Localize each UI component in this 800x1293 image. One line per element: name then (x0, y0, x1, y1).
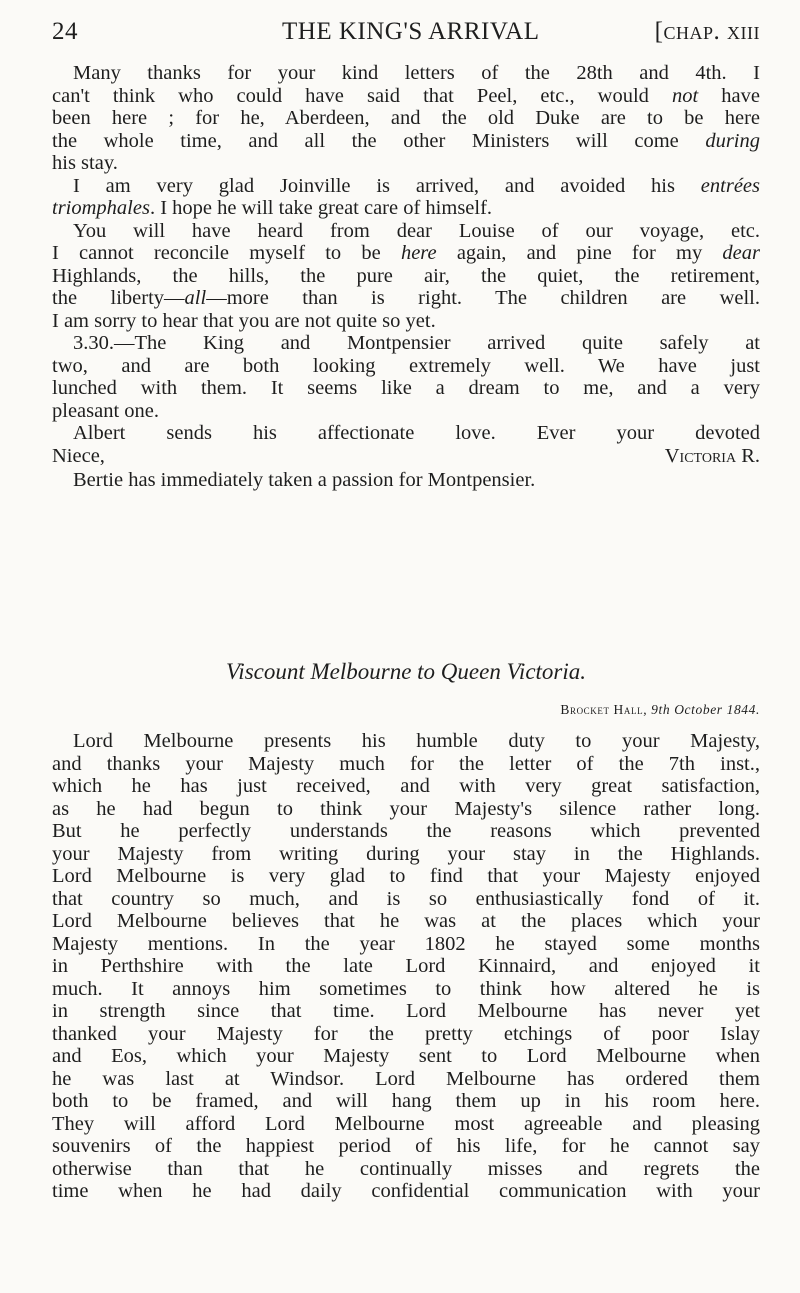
text-run: both to be framed, and will hang them up in his room here. (52, 1090, 760, 1112)
dateline-place: Brocket Hall, (560, 702, 648, 717)
text-run: —more than is right. The children are well. (206, 287, 760, 309)
text-run: the whole time, and all the other Ministers will come (52, 129, 706, 152)
text-line (52, 197, 760, 220)
text-run: been here ; for he, Aberdeen, and the old Duke are to be here (52, 107, 760, 129)
text-line (52, 175, 760, 198)
chapter-label: [chap. xiii (654, 18, 760, 45)
page-number: 24 (52, 18, 78, 45)
italic-text: not (672, 84, 699, 107)
text-run: souvenirs of the happiest period of his life, for he cannot say (52, 1135, 760, 1157)
text-line (52, 130, 760, 153)
closing-line (52, 445, 760, 468)
italic-text: triomphales (52, 197, 150, 219)
text-run: I cannot reconcile myself to be (52, 242, 401, 264)
text-line (52, 62, 760, 85)
text-run: he was last at Windsor. Lord Melbourne has ordered them (52, 1067, 760, 1090)
text-run: Lord Melbourne believes that he was at the places which your (52, 910, 760, 932)
text-line (52, 1090, 760, 1113)
signature: Victoria R. (664, 444, 760, 467)
text-run: which he has just received, and with very great satisfaction, (52, 775, 760, 797)
text-line (52, 1068, 760, 1091)
text-run: otherwise than that he continually misses and regrets the (52, 1157, 760, 1180)
text-run: You will have heard from dear Louise of our voyage, etc. (73, 219, 760, 242)
text-line (52, 152, 760, 175)
text-run: I am very glad Joinville is arrived, and avoided his (73, 174, 701, 197)
text-run: can't think who could have said that Peel, etc., would (52, 84, 672, 107)
text-run: your Majesty from writing during your stay in the Highlands. (52, 842, 760, 865)
text-run: They will afford Lord Melbourne most agreeable and pleasing (52, 1112, 760, 1135)
text-line (52, 843, 760, 866)
text-run: his stay. (52, 152, 118, 174)
text-line (52, 933, 760, 956)
text-line (52, 265, 760, 288)
text-line (52, 377, 760, 400)
letter-title: Viscount Melbourne to Queen Victoria. (225, 659, 587, 684)
text-run: and thanks your Majesty much for the letter of the 7th inst., (52, 752, 760, 775)
text-run: that country so much, and is so enthusiastically fond of it. (52, 887, 760, 910)
text-run: again, and pine for my (436, 242, 723, 264)
text-line (52, 910, 760, 933)
italic-text: dear (722, 242, 760, 264)
text-line (52, 355, 760, 378)
text-run: I am sorry to hear that you are not quite so yet. (52, 309, 436, 332)
text-line (52, 220, 760, 243)
text-run: in Perthshire with the late Lord Kinnaird, and enjoyed it (52, 955, 760, 977)
italic-text: during (705, 129, 760, 152)
dateline (52, 699, 760, 722)
text-run: 3.30.—The King and Montpensier arrived quite safely at (73, 332, 760, 354)
text-line (52, 242, 760, 265)
text-run: the liberty— (52, 287, 185, 309)
text-line (52, 753, 760, 776)
text-line (52, 1045, 760, 1068)
text-line (52, 978, 760, 1001)
italic-text: all (184, 287, 207, 309)
text-line (52, 1113, 760, 1136)
text-run: Highlands, the hills, the pure air, the quiet, the retirement, (52, 264, 760, 287)
running-title: THE KING'S ARRIVAL (282, 18, 540, 45)
text-line (52, 332, 760, 355)
text-line (52, 888, 760, 911)
text-run: lunched with them. It seems like a dream to me, and a very (52, 377, 760, 399)
postscript: Bertie has immediately taken a passion for Montpensier. (73, 469, 536, 491)
text-run: thanked your Majesty for the pretty etchings of poor Islay (52, 1022, 760, 1045)
text-run: . I hope he will take great care of himself. (149, 197, 493, 219)
letter-king-arrival (52, 62, 760, 492)
text-run: Lord Melbourne presents his humble duty to your Majesty, (73, 730, 760, 752)
text-line (52, 422, 760, 445)
text-line (52, 85, 760, 108)
text-run: two, and are both looking extremely well. We have just (52, 354, 760, 377)
text-line (52, 287, 760, 310)
text-run: Majesty mentions. In the year 1802 he stayed some months (52, 932, 760, 955)
letter-body (52, 62, 760, 445)
text-line (52, 1000, 760, 1023)
text-line (52, 820, 760, 843)
text-line (52, 1158, 760, 1181)
text-line (52, 1180, 760, 1203)
text-line (52, 1023, 760, 1046)
text-run: But he perfectly understands the reasons which prevented (52, 820, 760, 842)
text-line (52, 730, 760, 753)
letter-melbourne (52, 730, 760, 1203)
text-line (52, 1135, 760, 1158)
text-line (52, 107, 760, 130)
closing-salutation: Niece, (52, 444, 105, 467)
text-run: pleasant one. (52, 399, 160, 422)
page-header (52, 18, 760, 58)
text-run: Many thanks for your kind letters of the 28th and 4th. I (73, 62, 760, 84)
italic-text: entrées (700, 174, 760, 197)
text-line (52, 400, 760, 423)
text-run: and Eos, which your Majesty sent to Lord Melbourne when (52, 1045, 760, 1067)
text-run: time when he had daily confidential communication with your (52, 1180, 760, 1202)
dateline-date: 9th October 1844. (651, 702, 760, 717)
text-line (52, 955, 760, 978)
text-run: Albert sends his affectionate love. Ever your devoted (73, 422, 760, 444)
letter-body (52, 730, 760, 1203)
text-run: have (698, 84, 760, 107)
text-run: in strength since that time. Lord Melbourne has never yet (52, 1000, 760, 1022)
text-line (52, 775, 760, 798)
italic-text: here (400, 242, 437, 264)
text-line (52, 310, 760, 333)
text-run: much. It annoys him sometimes to think how altered he is (52, 977, 760, 1000)
text-run: Lord Melbourne is very glad to find that your Majesty enjoyed (52, 865, 760, 887)
text-run: as he had begun to think your Majesty's silence rather long. (52, 797, 760, 820)
text-line (52, 865, 760, 888)
text-line (52, 798, 760, 821)
